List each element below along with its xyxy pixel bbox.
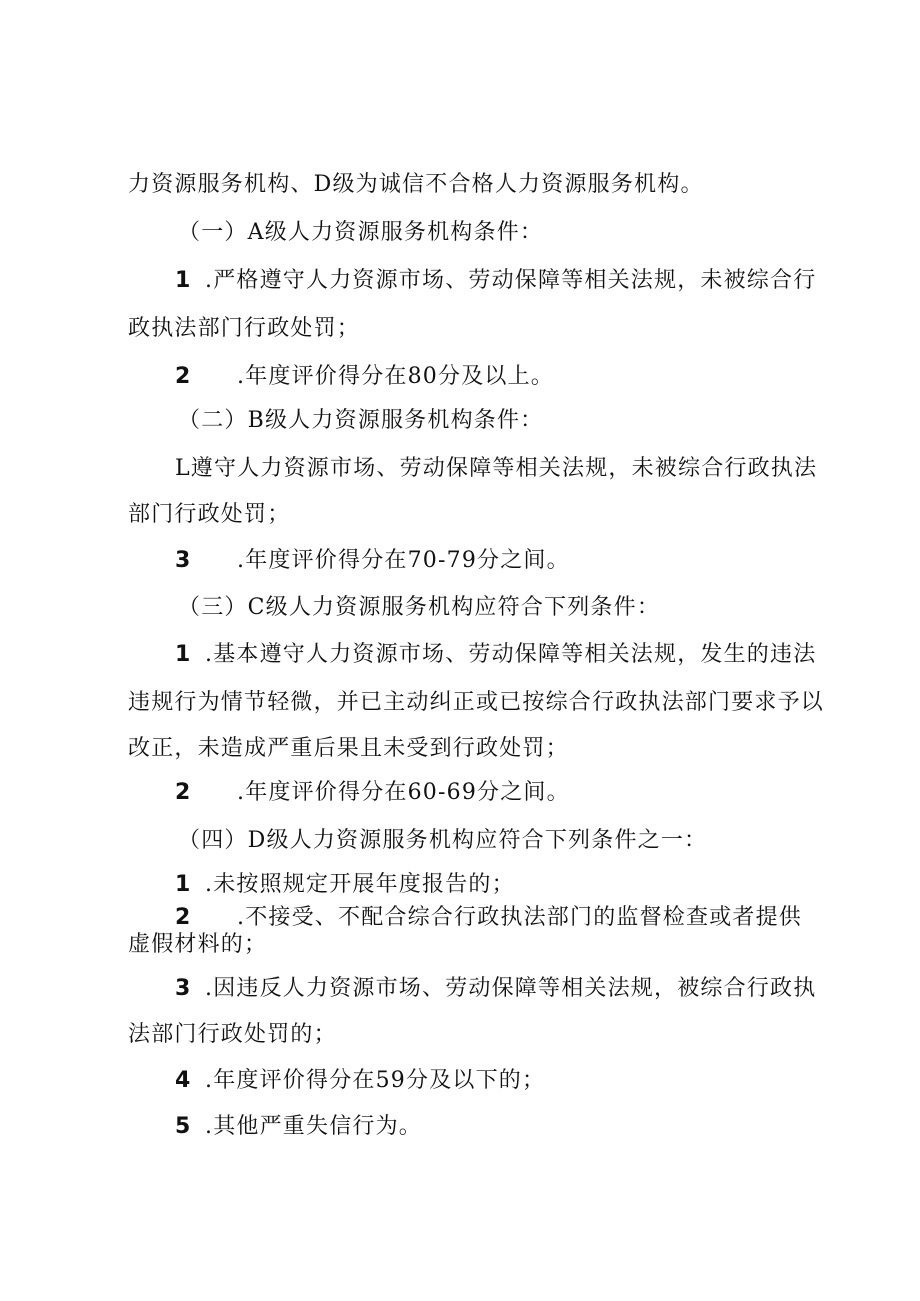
line-text: 部门行政处罚； bbox=[128, 502, 291, 527]
paragraph-line bbox=[128, 1020, 337, 1050]
section-heading-b bbox=[178, 406, 543, 436]
paragraph-line bbox=[128, 930, 267, 960]
paragraph-line bbox=[128, 734, 569, 764]
item-number: 3 bbox=[175, 548, 192, 573]
list-item bbox=[175, 1066, 545, 1096]
line-text: .年度评价得分在59分及以下的； bbox=[205, 1068, 546, 1093]
paragraph-line bbox=[128, 500, 290, 530]
item-number: 3 bbox=[175, 976, 192, 1001]
line-text: .因违反人力资源市场、劳动保障等相关法规，被综合行政执 bbox=[205, 976, 817, 1001]
line-text: .不接受、不配合综合行政执法部门的监督检查或者提供 bbox=[237, 905, 802, 930]
line-text: 虚假材料的； bbox=[128, 932, 268, 957]
section-heading-c bbox=[178, 593, 660, 623]
line-text: （四）D级人力资源服务机构应符合下列条件之一： bbox=[178, 828, 708, 853]
list-item bbox=[175, 454, 817, 484]
line-text: 法部门行政处罚的； bbox=[128, 1022, 337, 1047]
item-number: 2 bbox=[175, 780, 192, 805]
list-item bbox=[175, 1112, 422, 1142]
list-item bbox=[175, 870, 515, 900]
item-number: 2 bbox=[175, 905, 192, 930]
line-text: .年度评价得分在70-79分之间。 bbox=[237, 548, 570, 573]
list-item bbox=[175, 266, 816, 296]
paragraph-line bbox=[128, 170, 704, 200]
line-text: .年度评价得分在60-69分之间。 bbox=[237, 780, 570, 805]
paragraph-line bbox=[128, 314, 360, 344]
list-item bbox=[175, 640, 816, 670]
list-item bbox=[175, 903, 802, 933]
item-number: 4 bbox=[175, 1068, 192, 1093]
line-text: 力资源服务机构、D级为诚信不合格人力资源服务机构。 bbox=[128, 172, 704, 197]
line-text: （二）B级人力资源服务机构条件： bbox=[178, 408, 544, 433]
list-item bbox=[175, 778, 570, 808]
line-text: .未按照规定开展年度报告的； bbox=[205, 872, 515, 897]
list-item bbox=[175, 362, 554, 392]
item-number: 1 bbox=[175, 642, 192, 667]
list-item bbox=[175, 546, 570, 576]
line-text: .年度评价得分在80分及以上。 bbox=[237, 364, 554, 389]
line-text: （一）A级人力资源服务机构条件： bbox=[178, 220, 544, 245]
line-text: L遵守人力资源市场、劳动保障等相关法规，未被综合行政执法 bbox=[175, 456, 818, 481]
line-text: （三）C级人力资源服务机构应符合下列条件： bbox=[178, 595, 661, 620]
line-text: .严格遵守人力资源市场、劳动保障等相关法规，未被综合行 bbox=[205, 268, 817, 293]
item-number: 2 bbox=[175, 364, 192, 389]
item-number: 5 bbox=[175, 1114, 192, 1139]
item-number: 1 bbox=[175, 268, 192, 293]
line-text: 政执法部门行政处罚； bbox=[128, 316, 361, 341]
list-item bbox=[175, 974, 816, 1004]
paragraph-line bbox=[128, 688, 824, 718]
section-heading-a bbox=[178, 218, 543, 248]
line-text: 改正，未造成严重后果且未受到行政处罚； bbox=[128, 736, 569, 761]
line-text: .基本遵守人力资源市场、劳动保障等相关法规，发生的违法 bbox=[205, 642, 817, 667]
line-text: 违规行为情节轻微，并已主动纠正或已按综合行政执法部门要求予以 bbox=[128, 690, 825, 715]
section-heading-d bbox=[178, 826, 707, 856]
line-text: .其他严重失信行为。 bbox=[205, 1114, 422, 1139]
item-number: 1 bbox=[175, 872, 192, 897]
